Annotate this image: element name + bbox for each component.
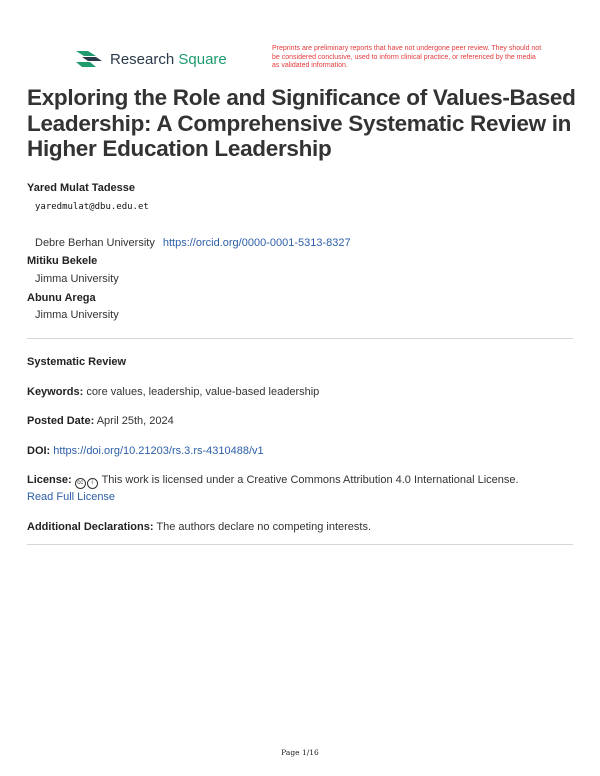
author-email[interactable]: yaredmulat@dbu.edu.et bbox=[35, 202, 149, 212]
author-affiliation: Jimma University bbox=[35, 273, 119, 285]
by-icon: i bbox=[87, 478, 98, 489]
additional-declarations: Additional Declarations: The authors declare no competing interests. bbox=[27, 521, 372, 533]
divider bbox=[27, 544, 573, 545]
doi-link[interactable]: https://doi.org/10.21203/rs.3.rs-4310488/v1 bbox=[53, 445, 264, 457]
brand-logo bbox=[74, 47, 227, 71]
license: License: cc i This work is licensed under a Creative Commons Attribution 4.0 International License. Read Full License bbox=[27, 474, 519, 503]
page-number: Page 1/16 bbox=[281, 748, 319, 757]
author-name: Mitiku Bekele bbox=[27, 255, 98, 267]
paper-title: Exploring the Role and Significance of Values-Based Leadership: A Comprehensive Systematic Review in Higher Education Leadership bbox=[27, 85, 576, 161]
author-affiliation bbox=[35, 237, 351, 249]
author-affiliation: Jimma University bbox=[35, 309, 119, 321]
author-name: Abunu Arega bbox=[27, 292, 96, 304]
doi: DOI: https://doi.org/10.21203/rs.3.rs-4310488/v1 bbox=[27, 445, 264, 457]
preprint-notice: Preprints are preliminary reports that have not undergone peer review. They should not be considered conclusive, used to inform clinical practice, or referenced by the media as validated information. bbox=[272, 45, 542, 69]
brand-name: Research Square bbox=[110, 50, 227, 68]
read-full-license-link[interactable]: Read Full License bbox=[27, 491, 116, 503]
article-type: Systematic Review bbox=[27, 356, 127, 368]
posted-date: Posted Date: April 25th, 2024 bbox=[27, 415, 174, 427]
keywords: Keywords: core values, leadership, value-based leadership bbox=[27, 386, 320, 398]
cc-icon: cc bbox=[75, 478, 86, 489]
divider bbox=[27, 338, 573, 339]
affiliation-text: Debre Berhan University bbox=[35, 237, 155, 249]
orcid-link[interactable]: https://orcid.org/0000-0001-5313-8327 bbox=[162, 237, 351, 249]
license-text: This work is licensed under a Creative Commons Attribution 4.0 International License. bbox=[101, 474, 519, 486]
author-name: Yared Mulat Tadesse bbox=[27, 182, 136, 194]
research-square-logo-icon bbox=[74, 48, 104, 70]
